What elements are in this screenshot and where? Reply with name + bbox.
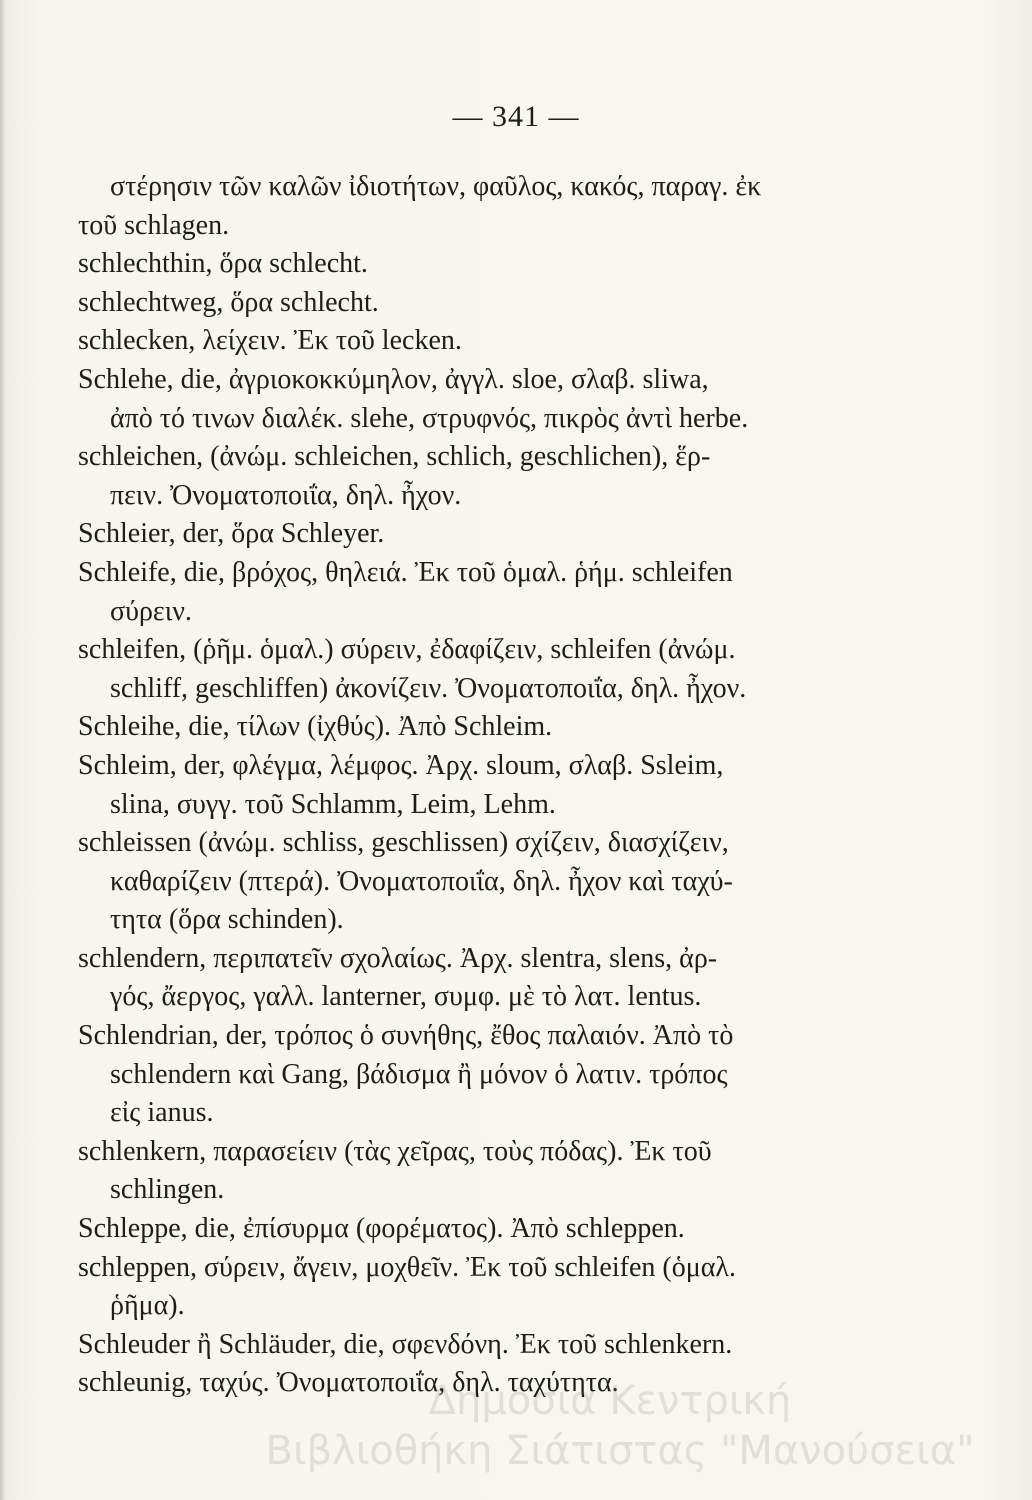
entry-line: schleifen, (ῥῆμ. ὁμαλ.) σύρειν, ἐδαφίζειν, schleifen (ἀνώμ. bbox=[78, 634, 736, 666]
entry-line: Schleppe, die, ἐπίσυρμα (φορέματος). Ἀπὸ schleppen. bbox=[78, 1213, 685, 1245]
entry-line: ἀπὸ τό τινων διαλέκ. slehe, στρυφνός, πικρὸς ἀντὶ herbe. bbox=[110, 402, 749, 434]
entry-line: Schleim, der, φλέγμα, λέμφος. Ἀρχ. sloum, σλαβ. Ssleim, bbox=[78, 749, 724, 781]
entry-line: γός, ἄεργος, γαλλ. lanterner, συμφ. μὲ τὸ λατ. lentus. bbox=[110, 981, 702, 1013]
entry-line: schlendern καὶ Gang, βάδισμα ἢ μόνον ὁ λατιν. τρόπος bbox=[110, 1058, 728, 1090]
entry-line: ῥῆμα). bbox=[110, 1290, 185, 1322]
entry-line: schleissen (ἀνώμ. schliss, geschlissen) σχίζειν, διασχίζειν, bbox=[78, 827, 729, 859]
entry-line: στέρησιν τῶν καλῶν ἰδιοτήτων, φαῦλος, κακός, παραγ. ἐκ bbox=[110, 171, 762, 202]
entry-line: σύρειν. bbox=[110, 595, 192, 627]
entry-line: schliff, geschliffen) ἀκονίζειν. Ὀνοματοποιΐα, δηλ. ἦχον. bbox=[110, 672, 747, 704]
page-gutter-shadow bbox=[0, 0, 6, 1500]
entry-line: Schleier, der, ὅρα Schleyer. bbox=[78, 518, 385, 550]
entry-line: καθαρίζειν (πτερά). Ὀνοματοποιΐα, δηλ. ἦχον καὶ ταχύ- bbox=[110, 865, 733, 897]
entry-line: Schleuder ἢ Schläuder, die, σφενδόνη. Ἐκ τοῦ schlenkern. bbox=[78, 1328, 733, 1360]
library-watermark-line-1: Δημόσια Κεντρική bbox=[428, 1378, 792, 1424]
entry-line: τητα (ὅρα schinden). bbox=[110, 904, 344, 936]
library-watermark-line-2: Βιβλιοθήκη Σιάτιστας "Μανούσεια" bbox=[265, 1428, 975, 1474]
entry-line: Schleihe, die, τίλων (ἰχθύς). Ἀπὸ Schleim. bbox=[78, 711, 553, 743]
entry-line: τοῦ schlagen. bbox=[78, 209, 230, 241]
entry-line: εἰς ianus. bbox=[110, 1097, 214, 1129]
entry-line: schlendern, περιπατεῖν σχολαίως. Ἀρχ. slentra, slens, ἀρ- bbox=[78, 942, 718, 974]
entry-line: Schlehe, die, ἀγριοκοκκύμηλον, ἀγγλ. sloe, σλαβ. sliwa, bbox=[78, 363, 709, 395]
page-number: — 341 — bbox=[452, 100, 580, 133]
entry-line: schlechthin, ὅρα schlecht. bbox=[78, 248, 368, 280]
entry-line: schlingen. bbox=[110, 1174, 225, 1206]
entry-line: schlenkern, παρασείειν (τὰς χεῖρας, τοὺς πόδας). Ἐκ τοῦ bbox=[78, 1135, 712, 1167]
entry-line: πειν. Ὀνοματοποιΐα, δηλ. ἦχον. bbox=[110, 479, 462, 511]
entry-line: schleichen, (ἀνώμ. schleichen, schlich, geschlichen), ἕρ- bbox=[78, 441, 711, 473]
entry-line: schlechtweg, ὅρα schlecht. bbox=[78, 286, 379, 318]
entry-line: schleunig, ταχύς. Ὀνοματοποιΐα, δηλ. ταχύτητα. bbox=[78, 1367, 619, 1399]
entry-line: schlecken, λείχειν. Ἐκ τοῦ lecken. bbox=[78, 325, 462, 357]
entry-line: slina, συγγ. τοῦ Schlamm, Leim, Lehm. bbox=[110, 788, 556, 820]
entry-line: schleppen, σύρειν, ἄγειν, μοχθεῖν. Ἐκ τοῦ schleifen (ὁμαλ. bbox=[78, 1251, 736, 1283]
entry-line: Schleife, die, βρόχος, θηλειά. Ἐκ τοῦ ὁμαλ. ῥήμ. schleifen bbox=[78, 556, 733, 588]
entry-line: Schlendrian, der, τρόπος ὁ συνήθης, ἔθος παλαιόν. Ἀπὸ τὸ bbox=[78, 1020, 734, 1052]
dictionary-entries bbox=[78, 168, 818, 1403]
